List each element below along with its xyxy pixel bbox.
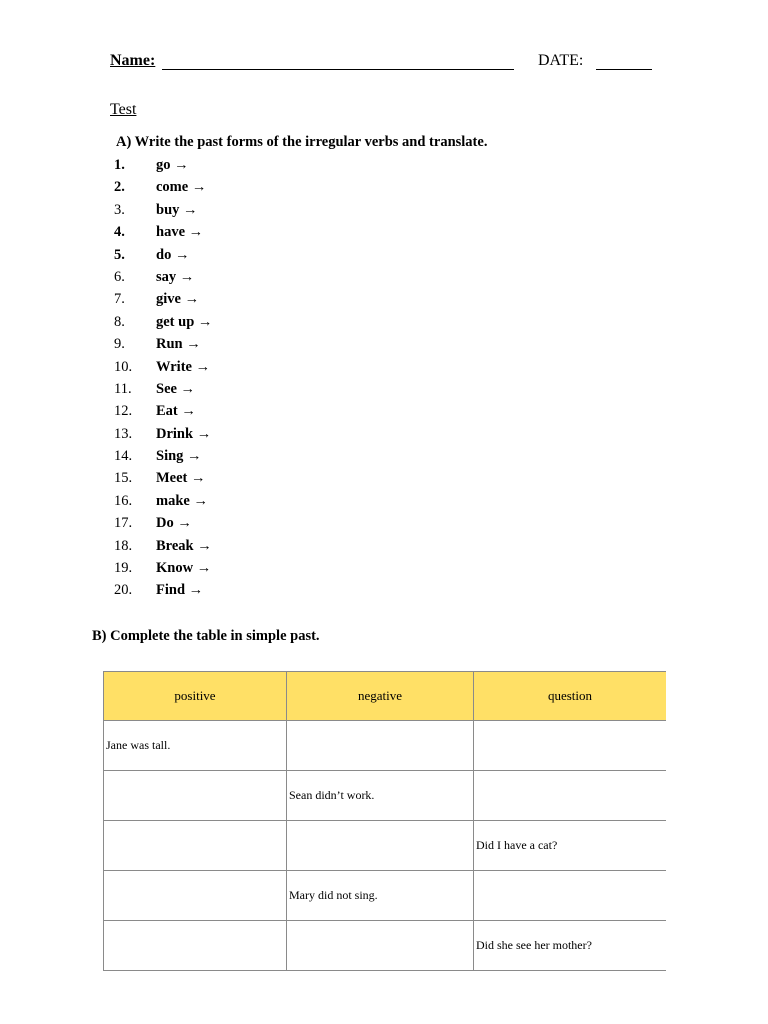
verb-item	[114, 445, 414, 467]
verb-word: Meet →	[156, 470, 206, 487]
table-row	[104, 921, 667, 971]
verb-item	[114, 400, 414, 422]
verb-word: Break →	[156, 537, 212, 554]
verb-word: Know →	[156, 560, 212, 577]
verb-word: Write →	[156, 358, 211, 375]
verb-number: 19.	[114, 560, 133, 577]
table-row	[104, 721, 667, 771]
verb-number: 6.	[114, 268, 125, 285]
table-cell-negative[interactable]	[287, 921, 474, 971]
verb-item	[114, 467, 414, 489]
table-cell-positive[interactable]	[104, 821, 287, 871]
simple-past-table-wrap	[103, 671, 666, 974]
verb-item	[114, 176, 414, 198]
test-title: Test	[110, 101, 137, 118]
verb-number: 18.	[114, 537, 133, 554]
verb-word: Sing →	[156, 448, 202, 465]
table-row	[104, 821, 667, 871]
verb-word: Do →	[156, 515, 192, 532]
table-cell-negative[interactable]	[287, 821, 474, 871]
verb-number: 16.	[114, 492, 133, 509]
verb-item	[114, 154, 414, 176]
verb-word: do →	[156, 246, 190, 263]
table-row	[104, 771, 667, 821]
verb-word: give →	[156, 291, 200, 308]
table-cell-positive[interactable]	[104, 871, 287, 921]
table-cell-positive[interactable]	[104, 771, 287, 821]
table-cell-question: Did I have a cat?	[474, 821, 667, 871]
verb-number: 7.	[114, 291, 125, 308]
verb-word: Drink →	[156, 425, 212, 442]
verb-item	[114, 423, 414, 445]
verb-word: See →	[156, 380, 196, 397]
date-blank[interactable]	[596, 69, 652, 70]
table-cell-question[interactable]	[474, 871, 667, 921]
verb-item	[114, 244, 414, 266]
verb-item	[114, 535, 414, 557]
section-b-title: B) Complete the table in simple past.	[92, 628, 320, 644]
verb-number: 8.	[114, 313, 125, 330]
verb-number: 5.	[114, 246, 125, 263]
column-header-question: question	[474, 672, 667, 721]
table-cell-question[interactable]	[474, 721, 667, 771]
verb-number: 14.	[114, 448, 133, 465]
table-cell-positive[interactable]	[104, 921, 287, 971]
verb-item	[114, 356, 414, 378]
verb-number: 4.	[114, 224, 125, 241]
verb-word: go →	[156, 157, 189, 173]
verb-number: 15.	[114, 470, 133, 487]
table-header-row	[104, 672, 667, 721]
table-row	[104, 871, 667, 921]
table-cell-positive: Jane was tall.	[104, 721, 287, 771]
verb-item	[114, 266, 414, 288]
header-row	[110, 52, 670, 74]
verb-item	[114, 221, 414, 243]
verb-word: say →	[156, 268, 195, 285]
column-header-negative: negative	[287, 672, 474, 721]
table-cell-negative: Mary did not sing.	[287, 871, 474, 921]
verb-number: 2.	[114, 179, 125, 196]
verb-number: 17.	[114, 515, 133, 532]
table-cell-question[interactable]	[474, 771, 667, 821]
verb-item	[114, 311, 414, 333]
table-cell-question: Did she see her mother?	[474, 921, 667, 971]
verb-number: 12.	[114, 403, 133, 420]
section-a-title: A) Write the past forms of the irregular verbs and translate.	[116, 134, 488, 150]
verb-item	[114, 579, 414, 601]
verb-number: 20.	[114, 582, 133, 599]
verb-number: 3.	[114, 201, 125, 218]
verb-item	[114, 288, 414, 310]
name-blank[interactable]	[162, 69, 514, 70]
verb-word: buy →	[156, 201, 198, 218]
verb-item	[114, 557, 414, 579]
verb-item	[114, 333, 414, 355]
verb-number: 13.	[114, 425, 133, 442]
verb-list	[114, 154, 414, 602]
column-header-positive: positive	[104, 672, 287, 721]
verb-item	[114, 378, 414, 400]
verb-word: Run →	[156, 336, 201, 353]
verb-number: 10.	[114, 358, 133, 375]
verb-item	[114, 199, 414, 221]
table-cell-negative[interactable]	[287, 721, 474, 771]
verb-word: have →	[156, 224, 204, 241]
date-label: DATE:	[538, 52, 584, 69]
verb-number: 1.	[114, 157, 125, 173]
verb-word: come →	[156, 179, 207, 196]
verb-word: make →	[156, 492, 208, 509]
verb-item	[114, 490, 414, 512]
table-cell-negative: Sean didn’t work.	[287, 771, 474, 821]
name-label: Name:	[110, 52, 156, 69]
verb-number: 9.	[114, 336, 125, 353]
simple-past-table	[103, 671, 666, 971]
verb-number: 11.	[114, 380, 132, 397]
verb-word: Eat →	[156, 403, 196, 420]
verb-word: Find →	[156, 582, 204, 599]
verb-item	[114, 512, 414, 534]
verb-word: get up →	[156, 313, 213, 330]
